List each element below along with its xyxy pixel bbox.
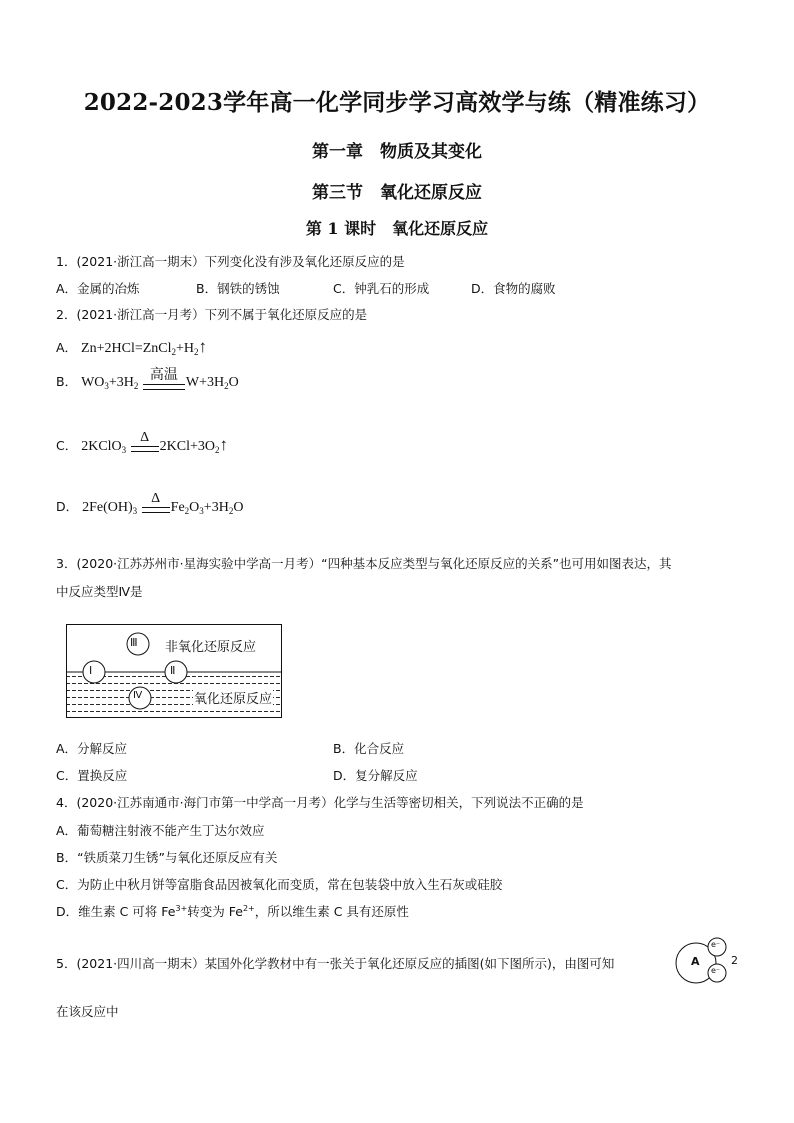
option-letter: B．: [56, 374, 78, 390]
question-4-stem: 4．(2020·江苏南通市·海门市第一中学高一月考）化学与生活等密切相关，下列说法不正确的是: [56, 795, 584, 810]
question-2-stem: 2．(2021·浙江高一月考）下列不属于氧化还原反应的是: [56, 307, 368, 322]
question-5-stem: 5．(2021·四川高一期末）某国外化学教材中有一张关于氧化还原反应的插图(如下图所示)，由图可知: [56, 956, 615, 971]
condition-label: 高温: [149, 368, 178, 383]
q3-option-a: A．分解反应: [56, 741, 128, 756]
q2-option-d: [56, 491, 244, 519]
label-non-redox: 非氧化还原反应: [165, 636, 256, 655]
q3-option-c: C．置换反应: [56, 768, 128, 783]
question-1-stem: 1．(2021·浙江高一期末）下列变化没有涉及氧化还原反应的是: [56, 254, 405, 269]
reaction-type-diagram: [66, 624, 282, 718]
label-redox: 氧化还原反应: [193, 688, 273, 707]
question-5-stem-line2: 在该反应中: [56, 1004, 119, 1019]
question-3-stem-line1: 3．(2020·江苏苏州市·星海实验中学高一月考）“四种基本反应类型与氧化还原反应的关系”也可用如图表达，其: [56, 556, 672, 571]
q4-option-b: B．“铁质菜刀生锈”与氧化还原反应有关: [56, 850, 278, 865]
page-title: 2022-2023学年高一化学同步学习高效学与练（精准练习）: [83, 89, 711, 116]
q1-option-a: A．金属的冶炼: [56, 281, 140, 296]
chapter-heading: 第一章 物质及其变化: [312, 142, 482, 162]
equation-d: $2Fe(OH)_3$ Δ $Fe_2O_3+3H_2O$: [82, 491, 244, 517]
electron-figure-graphic: [676, 936, 736, 988]
equation-a: $Zn+2HCl=ZnCl_2+H_2↑$: [81, 337, 208, 357]
q4-option-a: A．葡萄糖注射液不能产生丁达尔效应: [56, 823, 265, 838]
circle-label-ii: Ⅱ: [170, 664, 176, 677]
option-letter: A．: [56, 340, 78, 355]
q4-option-d: D．维生素 C 可将 $Fe^{3+}$转变为 $Fe^{2+}$，所以维生素 C 具有还原性: [56, 903, 409, 919]
q3-option-d: D．复分解反应: [333, 768, 418, 783]
heat-symbol: Δ: [140, 429, 150, 445]
heat-symbol: Δ: [151, 491, 161, 506]
option-letter: D．: [56, 499, 79, 515]
q2-option-b: [56, 368, 239, 394]
question-3-stem-line2: 中反应类型Ⅳ是: [56, 584, 143, 599]
circle-label-iv: Ⅳ: [133, 690, 143, 701]
circle-label-iii: Ⅲ: [130, 636, 138, 649]
lesson-heading: 第 1 课时 氧化还原反应: [305, 219, 489, 238]
circle-label-i: Ⅰ: [89, 664, 93, 677]
q2-option-a: [56, 337, 207, 357]
q1-option-c: C．钟乳石的形成: [333, 281, 430, 296]
electron-transfer-figure: [676, 936, 736, 988]
option-letter: C．: [56, 438, 78, 453]
atom-a-label: A: [691, 955, 700, 968]
electron-label-bottom: e⁻: [711, 966, 721, 975]
q1-option-b: B．钢铁的锈蚀: [196, 281, 280, 296]
q3-option-b: B．化合反应: [333, 741, 405, 756]
q1-option-d: D．食物的腐败: [471, 281, 556, 296]
q4-option-c: C．为防止中秋月饼等富脂食品因被氧化而变质，常在包装袋中放入生石灰或硅胶: [56, 877, 503, 892]
section-heading: 第三节 氧化还原反应: [312, 183, 482, 203]
equation-b: $WO_3+3H_2$ 高温 $W+3H_2O$: [81, 368, 239, 392]
electron-label-top: e⁻: [711, 940, 721, 949]
cut-off-label: 2: [731, 954, 738, 967]
q2-option-c: [56, 429, 229, 458]
equation-c: 2KClO$_3$ Δ $2KCl+3O_2↑$: [81, 429, 229, 455]
